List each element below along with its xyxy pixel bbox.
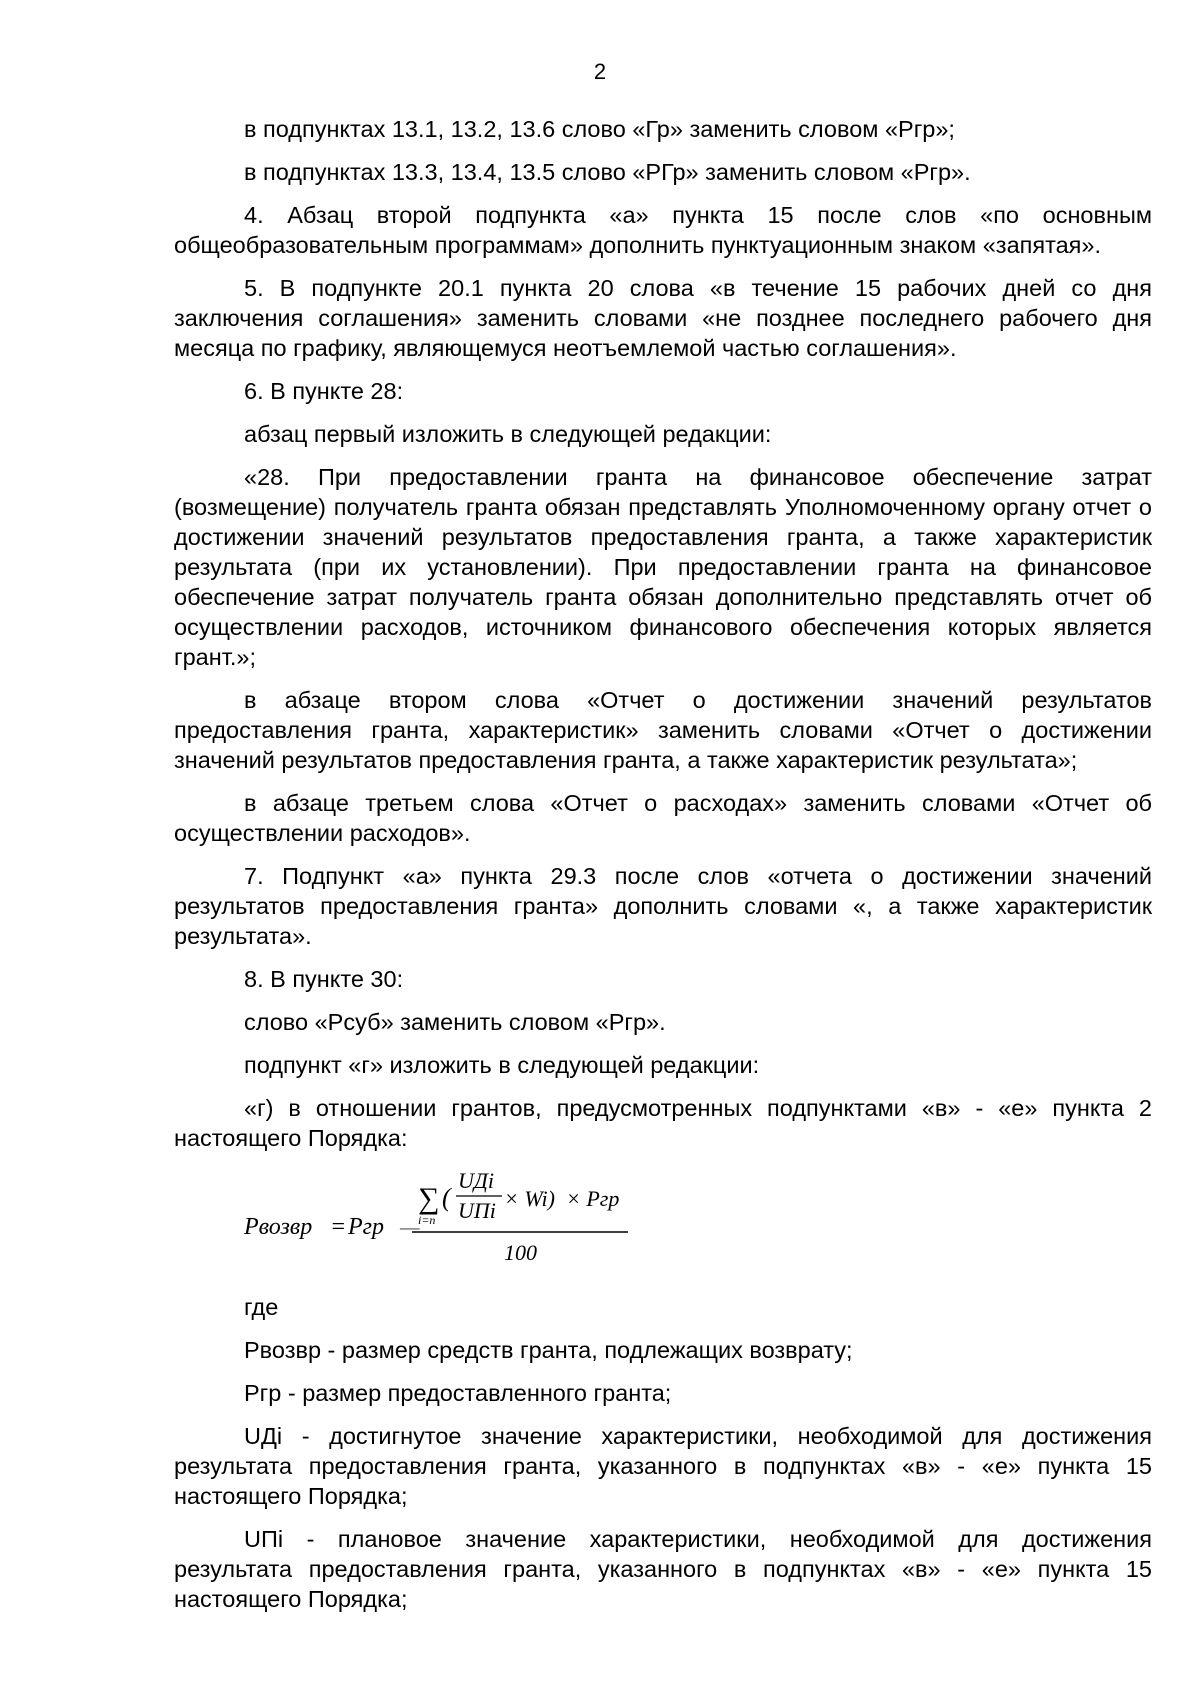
paragraph: Ргр - размер предоставленного гранта; — [244, 1380, 672, 1406]
formula-sum-sign: ∑ — [418, 1182, 440, 1215]
paragraph: в абзаце третьем слова «Отчет о расходах» заменить словами «Отчет об осуществлении расходов». — [174, 790, 1152, 846]
paragraph: абзац первый изложить в следующей редакции: — [244, 421, 772, 447]
paragraph: 7. Подпункт «а» пункта 29.3 после слов «отчета о достижении значений результатов предоставления гранта» дополнить словами «, а также характеристик результата». — [174, 863, 1152, 949]
paragraph: 8. В пункте 30: — [244, 966, 404, 992]
formula-fraction-numerator: UДi — [458, 1168, 494, 1193]
paragraph: в подпунктах 13.1, 13.2, 13.6 слово «Гр» заменить словом «Ргр»; — [244, 116, 955, 142]
formula-denominator: 100 — [504, 1240, 537, 1265]
paragraph: «28. При предоставлении гранта на финансовое обеспечение затрат (возмещение) получатель гранта обязан представлять Уполномоченному органу отчет о достижении значений результатов предоставления гранта, а также характеристик результата (при их установлении). При предоставлении гранта на финансовое обеспечение затрат получатель гранта обязан дополнительно представлять отчет об осуществлении расходов, источником финансового обеспечения которых является грант.»; — [174, 464, 1152, 670]
formula-lhs: Pвозвр — [244, 1214, 313, 1240]
refund-formula — [174, 1166, 1152, 1278]
formula-sum-index: i=n — [418, 1213, 436, 1227]
formula-fraction-denominator: UПi — [458, 1198, 496, 1223]
paragraph: UПi - плановое значение характеристики, необходимой для достижения результата предоставления гранта, указанного в подпунктах «в» - «е» пункта 15 настоящего Порядка; — [174, 1526, 1152, 1612]
document-body — [174, 114, 1152, 1627]
formula-minus: — — [400, 1214, 420, 1239]
paragraph: подпункт «г» изложить в следующей редакции: — [244, 1052, 760, 1078]
paragraph: Рвозвр - размер средств гранта, подлежащих возврату; — [244, 1337, 853, 1363]
paragraph: 4. Абзац второй подпункта «а» пункта 15 после слов «по основным общеобразовательным программам» дополнить пунктуационным знаком «запятая». — [174, 202, 1152, 258]
formula-open-paren: ( — [442, 1183, 451, 1212]
paragraph: в подпунктах 13.3, 13.4, 13.5 слово «РГр» заменить словом «Ргр». — [244, 159, 971, 185]
paragraph: «г) в отношении грантов, предусмотренных подпунктами «в» - «е» пункта 2 настоящего Порядка: — [174, 1095, 1152, 1151]
formula-equals: = — [330, 1214, 347, 1240]
formula-graphic — [174, 1166, 694, 1278]
paragraph: в абзаце втором слова «Отчет о достижении значений результатов предоставления гранта, характеристик» заменить словами «Отчет о достижении значений результатов предоставления гранта, а также характеристик результата»; — [174, 687, 1152, 773]
formula-times-wi: × Wi) — [504, 1186, 555, 1211]
paragraph: UДi - достигнутое значение характеристики, необходимой для достижения результата предоставления гранта, указанного в подпунктах «в» - «е» пункта 15 настоящего Порядка; — [174, 1423, 1152, 1509]
page-number: 2 — [593, 59, 607, 84]
paragraph: 6. В пункте 28: — [244, 378, 404, 404]
paragraph: слово «Рсуб» заменить словом «Ргр». — [244, 1009, 666, 1035]
formula-rgr: Pгр — [348, 1214, 385, 1240]
paragraph: 5. В подпункте 20.1 пункта 20 слова «в течение 15 рабочих дней со дня заключения соглашения» заменить словами «не позднее последнего рабочего дня месяца по графику, являющемуся неотъемлемой частью соглашения». — [174, 275, 1152, 361]
formula-times-rgr: × Pгр — [566, 1186, 620, 1211]
paragraph: где — [244, 1294, 279, 1320]
